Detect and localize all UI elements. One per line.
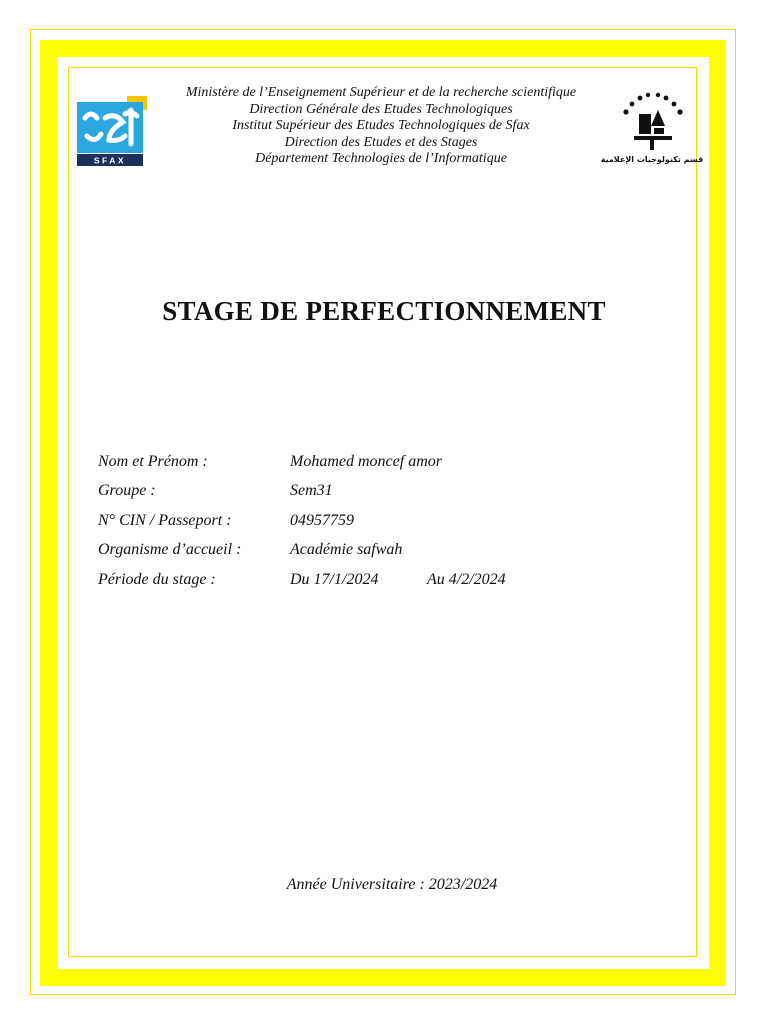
header-line-direction-etudes: Direction des Etudes et des Stages bbox=[284, 134, 478, 150]
logo-sfax-text: SFAX bbox=[93, 155, 127, 166]
field-value-periode-start: Du 17/1/2024 bbox=[290, 570, 379, 588]
header-line-ministry: Ministère de l’Enseignement Supérieur et de la recherche scientifique bbox=[185, 85, 577, 100]
field-label-cin: N° CIN / Passeport : bbox=[98, 511, 232, 529]
header-line-direction-generale: Direction Générale des Etudes Technologiques bbox=[249, 101, 513, 117]
academic-year: Année Universitaire : 2023/2024 bbox=[286, 876, 498, 893]
field-value-group: Sem31 bbox=[290, 482, 333, 500]
document-title: STAGE DE PERFECTIONNEMENT bbox=[162, 296, 606, 326]
field-label-periode: Période du stage : bbox=[98, 570, 216, 588]
field-value-periode-end: Au 4/2/2024 bbox=[427, 570, 506, 588]
header-line-institut: Institut Supérieur des Etudes Technologiques de Sfax bbox=[232, 118, 530, 134]
department-emblem-logo bbox=[600, 90, 704, 166]
field-value-name: Mohamed moncef amor bbox=[290, 453, 442, 470]
field-label-organisme: Organisme d’accueil : bbox=[98, 541, 242, 559]
field-label-group: Groupe : bbox=[98, 482, 156, 500]
iset-sfax-logo bbox=[77, 96, 147, 168]
emblem-arabic-text: قسم تكنولوجيات الإعلامية bbox=[600, 155, 704, 164]
field-value-organisme: Académie safwah bbox=[290, 541, 403, 559]
field-label-name: Nom et Prénom : bbox=[98, 453, 208, 470]
institution-header bbox=[150, 85, 612, 168]
field-value-cin: 04957759 bbox=[290, 511, 354, 529]
header-line-departement: Département Technologies de l’Informatique bbox=[255, 151, 507, 167]
